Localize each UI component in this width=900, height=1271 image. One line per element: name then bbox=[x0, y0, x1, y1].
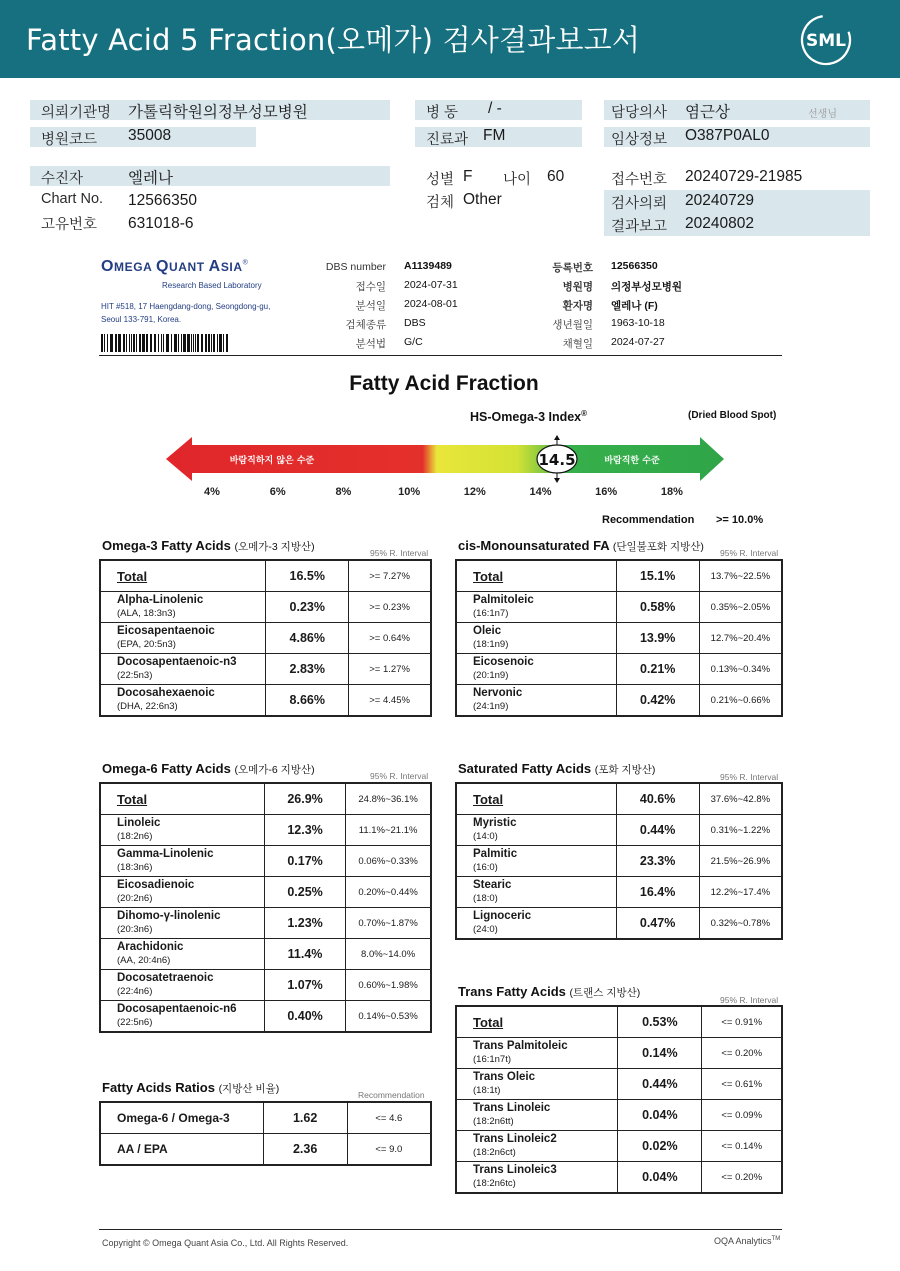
row-value: 1.62 bbox=[263, 1102, 347, 1134]
ward-value: / - bbox=[488, 100, 502, 117]
row-value: 13.9% bbox=[616, 623, 699, 654]
anal-label: 분석일 bbox=[355, 300, 386, 312]
hospital-code-value: 35008 bbox=[128, 127, 172, 144]
row-name: Dihomo-γ-linolenic bbox=[117, 910, 221, 922]
row-range: <= 0.14% bbox=[702, 1131, 782, 1162]
row-value: 0.42% bbox=[616, 685, 699, 717]
omega3-ri: 95% R. Interval bbox=[370, 548, 429, 558]
row-name: Docosatetraenoic bbox=[117, 972, 214, 984]
report-value: 20240802 bbox=[685, 215, 754, 232]
row-range: 12.2%~17.4% bbox=[699, 877, 782, 908]
method-label: 분석법 bbox=[355, 338, 386, 350]
table-row bbox=[100, 1102, 431, 1134]
row-range: <= 0.20% bbox=[702, 1038, 782, 1069]
row-value: 4.86% bbox=[266, 623, 349, 654]
doctor-label: 담당의사 bbox=[611, 105, 668, 121]
mufa-ri: 95% R. Interval bbox=[720, 548, 779, 558]
row-name-cell bbox=[100, 1001, 264, 1033]
row-value: 0.14% bbox=[618, 1038, 702, 1069]
spec-label: 검체종류 bbox=[345, 319, 386, 331]
row-name-cell bbox=[456, 1100, 618, 1131]
row-value: 0.53% bbox=[618, 1006, 702, 1038]
row-subname: (24:0) bbox=[473, 924, 498, 935]
row-subname: (20:3n6) bbox=[117, 924, 153, 935]
table-row bbox=[456, 1038, 782, 1069]
chart-no-value: 12566350 bbox=[128, 192, 197, 209]
chart-no-label: Chart No. bbox=[41, 191, 104, 207]
row-subname: (20:1n9) bbox=[473, 670, 509, 681]
row-name: Total bbox=[456, 1006, 618, 1038]
row-value: 11.4% bbox=[264, 939, 345, 970]
sml-logo bbox=[798, 12, 854, 68]
lab-address-2: Seoul 133-791, Korea. bbox=[101, 315, 182, 324]
omega3-table bbox=[99, 559, 432, 717]
row-name: Trans Palmitoleic bbox=[473, 1040, 568, 1052]
table-row bbox=[456, 560, 782, 592]
report-title: Fatty Acid 5 Fraction(오메가) 검사결과보고서 bbox=[26, 23, 641, 57]
regno-value: 12566350 bbox=[611, 260, 658, 272]
clinical-value: O387P0AL0 bbox=[685, 127, 770, 144]
row-range: <= 0.09% bbox=[702, 1100, 782, 1131]
trans-title: Trans Fatty Acids (트랜스 지방산) bbox=[458, 984, 641, 999]
table-row bbox=[100, 592, 431, 623]
clinical-label: 임상정보 bbox=[611, 132, 668, 148]
row-value: 0.47% bbox=[616, 908, 699, 940]
row-name: Stearic bbox=[473, 879, 512, 891]
row-subname: (22:5n3) bbox=[117, 670, 153, 681]
dob-label: 생년월일 bbox=[552, 319, 593, 331]
row-value: 26.9% bbox=[264, 783, 345, 815]
age-value: 60 bbox=[547, 168, 565, 185]
pt-label: 환자명 bbox=[562, 300, 593, 312]
barcode bbox=[101, 334, 231, 352]
row-name: Alpha-Linolenic bbox=[117, 594, 204, 606]
row-range: <= 4.6 bbox=[347, 1102, 431, 1134]
row-name: Trans Linoleic bbox=[473, 1102, 551, 1114]
regno-label: 등록번호 bbox=[552, 262, 593, 274]
good-level-label: 바람직한 수준 bbox=[604, 456, 660, 466]
scale-tick: 4% bbox=[204, 486, 220, 498]
request-value: 20240729 bbox=[685, 192, 754, 209]
row-value: 2.83% bbox=[266, 654, 349, 685]
scale-tick: 12% bbox=[463, 486, 486, 498]
row-subname: (18:3n6) bbox=[117, 862, 153, 873]
sfa-ri: 95% R. Interval bbox=[720, 772, 779, 782]
row-subname: (ALA, 18:3n3) bbox=[117, 608, 176, 619]
table-row bbox=[456, 654, 782, 685]
row-subname: (14:0) bbox=[473, 831, 498, 842]
table-row bbox=[456, 1100, 782, 1131]
row-subname: (AA, 20:4n6) bbox=[117, 955, 171, 966]
recv-value: 2024-07-31 bbox=[404, 279, 458, 291]
ratios-table bbox=[99, 1101, 432, 1166]
omega6-table bbox=[99, 782, 432, 1033]
table-row bbox=[456, 815, 782, 846]
institution-value: 가톨릭학원의정부성모병원 bbox=[128, 104, 308, 121]
recommendation-value: >= 10.0% bbox=[716, 514, 764, 526]
table-row bbox=[100, 939, 431, 970]
doctor-value: 염근상 bbox=[685, 104, 730, 121]
table-row bbox=[100, 908, 431, 939]
row-range: 0.31%~1.22% bbox=[699, 815, 782, 846]
lab-subtitle: Research Based Laboratory bbox=[162, 281, 262, 290]
row-value: 0.40% bbox=[264, 1001, 345, 1033]
table-row bbox=[456, 623, 782, 654]
row-range: 24.8%~36.1% bbox=[346, 783, 431, 815]
table-row bbox=[456, 1006, 782, 1038]
row-name-cell bbox=[456, 685, 616, 717]
row-range: 0.21%~0.66% bbox=[699, 685, 782, 717]
row-range: 0.06%~0.33% bbox=[346, 846, 431, 877]
row-value: 0.04% bbox=[618, 1100, 702, 1131]
table-row bbox=[100, 815, 431, 846]
dob-value: 1963-10-18 bbox=[611, 317, 665, 329]
row-name: Oleic bbox=[473, 625, 502, 637]
row-name-cell bbox=[456, 654, 616, 685]
sex-value: F bbox=[463, 168, 473, 185]
row-range: 0.60%~1.98% bbox=[346, 970, 431, 1001]
specimen-value: Other bbox=[463, 191, 502, 208]
row-name: Omega-6 / Omega-3 bbox=[117, 1110, 230, 1125]
row-value: 15.1% bbox=[616, 560, 699, 592]
row-value: 0.02% bbox=[618, 1131, 702, 1162]
row-value: 0.58% bbox=[616, 592, 699, 623]
table-row bbox=[100, 877, 431, 908]
row-name-cell bbox=[456, 1131, 618, 1162]
row-subname: (22:5n6) bbox=[117, 1017, 153, 1028]
row-range: <= 0.20% bbox=[702, 1162, 782, 1194]
row-value: 8.66% bbox=[266, 685, 349, 717]
row-name-cell bbox=[456, 908, 616, 940]
age-label: 나이 bbox=[503, 172, 532, 188]
index-marker bbox=[537, 435, 577, 483]
row-name-cell bbox=[100, 846, 264, 877]
row-name: Linoleic bbox=[117, 817, 161, 829]
recv-label: 접수일 bbox=[355, 281, 386, 293]
row-range: >= 4.45% bbox=[349, 685, 431, 717]
anal-value: 2024-08-01 bbox=[404, 298, 458, 310]
row-subname: (18:0) bbox=[473, 893, 498, 904]
row-name-cell bbox=[100, 685, 266, 717]
table-row bbox=[456, 1069, 782, 1100]
logo-text: SML bbox=[806, 31, 846, 51]
table-row bbox=[100, 560, 431, 592]
row-name-cell bbox=[456, 846, 616, 877]
row-subname: (24:1n9) bbox=[473, 701, 509, 712]
ward-label: 병 동 bbox=[426, 105, 459, 121]
row-name-cell bbox=[100, 815, 264, 846]
institution-label: 의뢰기관명 bbox=[41, 105, 112, 121]
scale-tick: 18% bbox=[660, 486, 683, 498]
row-range: 12.7%~20.4% bbox=[699, 623, 782, 654]
report-label: 결과보고 bbox=[611, 219, 668, 235]
row-subname: (18:2n6tt) bbox=[473, 1116, 514, 1127]
row-name-cell bbox=[100, 592, 266, 623]
row-range: <= 0.61% bbox=[702, 1069, 782, 1100]
row-name: Lignoceric bbox=[473, 910, 532, 922]
specimen-label: 검체 bbox=[426, 195, 455, 211]
lab-logo: OMEGA QUANT ASIA® bbox=[101, 258, 249, 275]
dbs-value: A1139489 bbox=[404, 260, 452, 272]
scale-tick: 6% bbox=[269, 486, 286, 498]
row-range: 21.5%~26.9% bbox=[699, 846, 782, 877]
pt-value: 엘레나 (F) bbox=[611, 300, 658, 312]
row-range: >= 0.64% bbox=[349, 623, 431, 654]
row-range: >= 1.27% bbox=[349, 654, 431, 685]
hosp-value: 의정부성모병원 bbox=[611, 281, 683, 293]
row-name: Nervonic bbox=[473, 687, 523, 699]
uid-label: 고유번호 bbox=[41, 217, 98, 233]
patient-name-value: 엘레나 bbox=[128, 170, 173, 187]
row-range: 0.13%~0.34% bbox=[699, 654, 782, 685]
row-name: Docosapentaenoic-n6 bbox=[117, 1003, 237, 1015]
row-subname: (18:2n6ct) bbox=[473, 1147, 516, 1158]
row-range: >= 7.27% bbox=[349, 560, 431, 592]
row-name-cell bbox=[100, 877, 264, 908]
row-name: AA / EPA bbox=[117, 1141, 168, 1156]
hosp-label: 병원명 bbox=[562, 281, 593, 293]
row-name-cell bbox=[456, 1038, 618, 1069]
row-name-cell bbox=[456, 877, 616, 908]
dept-value: FM bbox=[483, 127, 506, 144]
table-row bbox=[456, 783, 782, 815]
table-row bbox=[456, 1131, 782, 1162]
table-row bbox=[100, 970, 431, 1001]
row-name: Arachidonic bbox=[117, 941, 184, 953]
row-subname: (18:2n6) bbox=[117, 831, 153, 842]
row-name: Palmitoleic bbox=[473, 594, 534, 606]
row-name-cell bbox=[100, 939, 264, 970]
row-name-cell bbox=[100, 1102, 263, 1134]
row-value: 40.6% bbox=[616, 783, 699, 815]
hospital-code-label: 병원코드 bbox=[41, 132, 98, 148]
scale-tick: 10% bbox=[398, 486, 421, 498]
table-row bbox=[456, 877, 782, 908]
row-value: 0.23% bbox=[266, 592, 349, 623]
omega6-ri: 95% R. Interval bbox=[370, 771, 429, 781]
table-row bbox=[100, 654, 431, 685]
footer-divider bbox=[99, 1229, 782, 1230]
row-value: 12.3% bbox=[264, 815, 345, 846]
row-value: 0.04% bbox=[618, 1162, 702, 1194]
row-subname: (18:1t) bbox=[473, 1085, 501, 1096]
row-range: 37.6%~42.8% bbox=[699, 783, 782, 815]
row-name: Eicosapentaenoic bbox=[117, 625, 215, 637]
row-name: Eicosenoic bbox=[473, 656, 534, 668]
reception-value: 20240729-21985 bbox=[685, 168, 803, 185]
patient-name-bar bbox=[30, 166, 390, 186]
row-value: 0.44% bbox=[618, 1069, 702, 1100]
row-subname: (EPA, 20:5n3) bbox=[117, 639, 176, 650]
dept-label: 진료과 bbox=[426, 132, 469, 148]
table-row bbox=[100, 846, 431, 877]
row-value: 0.21% bbox=[616, 654, 699, 685]
row-value: 23.3% bbox=[616, 846, 699, 877]
index-note: (Dried Blood Spot) bbox=[688, 410, 777, 421]
brand: OQA Analytics™ bbox=[714, 1236, 781, 1246]
draw-value: 2024-07-27 bbox=[611, 336, 665, 348]
row-range: 0.20%~0.44% bbox=[346, 877, 431, 908]
row-value: 16.4% bbox=[616, 877, 699, 908]
table-row bbox=[100, 1134, 431, 1166]
row-range: 13.7%~22.5% bbox=[699, 560, 782, 592]
recommendation-label: Recommendation bbox=[602, 514, 695, 526]
row-range: >= 0.23% bbox=[349, 592, 431, 623]
dbs-label: DBS number bbox=[325, 261, 386, 273]
row-name-cell bbox=[456, 815, 616, 846]
row-subname: (16:1n7t) bbox=[473, 1054, 512, 1065]
table-row bbox=[100, 1001, 431, 1033]
row-value: 1.07% bbox=[264, 970, 345, 1001]
row-name: Total bbox=[456, 560, 616, 592]
table-row bbox=[456, 1162, 782, 1194]
omega3-title: Omega-3 Fatty Acids (오메가-3 지방산) bbox=[102, 538, 315, 553]
row-name-cell bbox=[100, 623, 266, 654]
row-name: Total bbox=[100, 783, 264, 815]
table-row bbox=[456, 908, 782, 940]
row-name: Total bbox=[456, 783, 616, 815]
row-name: Trans Linoleic2 bbox=[473, 1133, 557, 1145]
row-value: 0.44% bbox=[616, 815, 699, 846]
table-row bbox=[456, 592, 782, 623]
copyright: Copyright © Omega Quant Asia Co., Ltd. All Rights Reserved. bbox=[102, 1238, 349, 1248]
sfa-title: Saturated Fatty Acids (포화 지방산) bbox=[458, 761, 656, 776]
mufa-title: cis-Monounsaturated FA (단일불포화 지방산) bbox=[458, 538, 704, 553]
table-row bbox=[100, 783, 431, 815]
bad-level-label: 바람직하지 않은 수준 bbox=[229, 456, 315, 466]
row-subname: (20:2n6) bbox=[117, 893, 153, 904]
patient-name-label: 수진자 bbox=[41, 171, 84, 187]
row-name-cell bbox=[456, 1069, 618, 1100]
index-subtitle: HS-Omega-3 Index® bbox=[470, 409, 588, 425]
row-value: 0.17% bbox=[264, 846, 345, 877]
ratios-title: Fatty Acids Ratios (지방산 비율) bbox=[102, 1080, 280, 1095]
table-row bbox=[100, 685, 431, 717]
row-range: 8.0%~14.0% bbox=[346, 939, 431, 970]
row-subname: (16:1n7) bbox=[473, 608, 509, 619]
ratios-ri: Recommendation bbox=[358, 1090, 425, 1100]
row-name: Eicosadienoic bbox=[117, 879, 195, 891]
row-subname: (16:0) bbox=[473, 862, 498, 873]
table-row bbox=[100, 623, 431, 654]
spec-value: DBS bbox=[404, 317, 426, 329]
omega6-title: Omega-6 Fatty Acids (오메가-6 지방산) bbox=[102, 761, 315, 776]
row-range: <= 0.91% bbox=[702, 1006, 782, 1038]
row-name: Docosahexaenoic bbox=[117, 687, 215, 699]
row-value: 16.5% bbox=[266, 560, 349, 592]
method-value: G/C bbox=[404, 336, 423, 348]
row-name: Total bbox=[100, 560, 266, 592]
index-value: 14.5 bbox=[538, 451, 576, 469]
lab-divider bbox=[99, 355, 782, 356]
row-range: 0.14%~0.53% bbox=[346, 1001, 431, 1033]
row-value: 1.23% bbox=[264, 908, 345, 939]
trans-table bbox=[455, 1005, 783, 1194]
sfa-table bbox=[455, 782, 783, 940]
reception-label: 접수번호 bbox=[611, 172, 668, 188]
request-label: 검사의뢰 bbox=[611, 196, 668, 212]
row-name-cell bbox=[100, 908, 264, 939]
row-range: 0.70%~1.87% bbox=[346, 908, 431, 939]
row-range: 0.32%~0.78% bbox=[699, 908, 782, 940]
draw-label: 채혈일 bbox=[562, 338, 593, 350]
scale-tick: 8% bbox=[335, 486, 352, 498]
row-name: Docosapentaenoic-n3 bbox=[117, 656, 237, 668]
row-subname: (22:4n6) bbox=[117, 986, 153, 997]
row-name: Trans Oleic bbox=[473, 1071, 536, 1083]
row-name-cell bbox=[456, 623, 616, 654]
row-name: Palmitic bbox=[473, 848, 518, 860]
scale-tick: 14% bbox=[529, 486, 552, 498]
row-subname: (18:2n6tc) bbox=[473, 1178, 516, 1189]
omega3-index-scale bbox=[160, 433, 730, 485]
trans-ri: 95% R. Interval bbox=[720, 995, 779, 1005]
row-range: 0.35%~2.05% bbox=[699, 592, 782, 623]
uid-value: 631018-6 bbox=[128, 215, 194, 232]
scale-tick: 16% bbox=[595, 486, 618, 498]
row-name-cell bbox=[100, 970, 264, 1001]
row-name: Gamma-Linolenic bbox=[117, 848, 214, 860]
table-row bbox=[456, 685, 782, 717]
doctor-suffix: 선생님 bbox=[808, 109, 837, 120]
mufa-table bbox=[455, 559, 783, 717]
sex-label: 성별 bbox=[426, 172, 455, 188]
row-value: 2.36 bbox=[263, 1134, 347, 1166]
row-range: 11.1%~21.1% bbox=[346, 815, 431, 846]
lab-address-1: HIT #518, 17 Haengdang-dong, Seongdong-gu, bbox=[101, 302, 271, 311]
row-subname: (18:1n9) bbox=[473, 639, 509, 650]
row-range: <= 9.0 bbox=[347, 1134, 431, 1166]
table-row bbox=[456, 846, 782, 877]
row-name-cell bbox=[100, 1134, 263, 1166]
row-name-cell bbox=[456, 592, 616, 623]
row-name-cell bbox=[100, 654, 266, 685]
row-name: Trans Linoleic3 bbox=[473, 1164, 557, 1176]
row-name: Myristic bbox=[473, 817, 517, 829]
row-name-cell bbox=[456, 1162, 618, 1194]
row-value: 0.25% bbox=[264, 877, 345, 908]
fraction-title: Fatty Acid Fraction bbox=[349, 372, 539, 395]
row-subname: (DHA, 22:6n3) bbox=[117, 701, 178, 712]
